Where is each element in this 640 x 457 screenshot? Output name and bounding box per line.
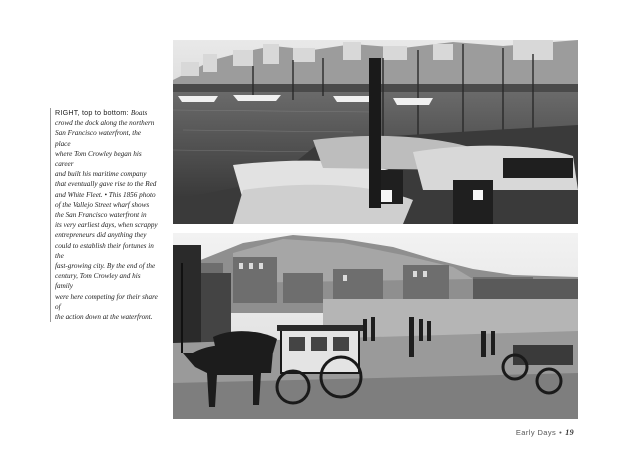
caption-line: San Francisco waterfront, the place [55,129,141,148]
folio-section: Early Days [515,428,557,437]
photo-caption [50,108,158,322]
photo-vallejo-wharf [173,233,578,419]
caption-line: and built his maritime company [55,170,147,179]
caption-line: were here competing for their share of [55,292,158,311]
caption-line: its very earliest days, when scrappy [55,221,158,230]
caption-line: and White Fleet. • This 1856 photo [55,190,156,199]
caption-line: entrepreneurs did anything they [55,231,147,240]
caption-line: fast-growing city. By the end of the [55,262,156,271]
caption-line: where Tom Crowley began his career [55,149,142,169]
photo-boats-dock-image [173,40,578,224]
caption-line: of the Vallejo Street wharf shows [55,200,150,209]
page-folio [516,428,574,437]
caption-line: that eventually gave rise to the Red [55,180,157,189]
caption-line: the action down at the waterfront. [55,313,153,322]
caption-line: crowd the dock along the northern [55,119,155,128]
folio-separator: • [559,428,563,437]
caption-line: century, Tom Crowley and his family [55,272,141,291]
caption-lead: RIGHT, top to bottom: [55,108,131,117]
caption-line: the San Francisco waterfront in [55,211,147,220]
page-number: 19 [565,428,574,437]
photo-vallejo-wharf-image [173,233,578,419]
photo-boats-dock [173,40,578,224]
caption-line: Boats [130,109,148,117]
caption-line: could to establish their fortunes in the [55,241,154,260]
